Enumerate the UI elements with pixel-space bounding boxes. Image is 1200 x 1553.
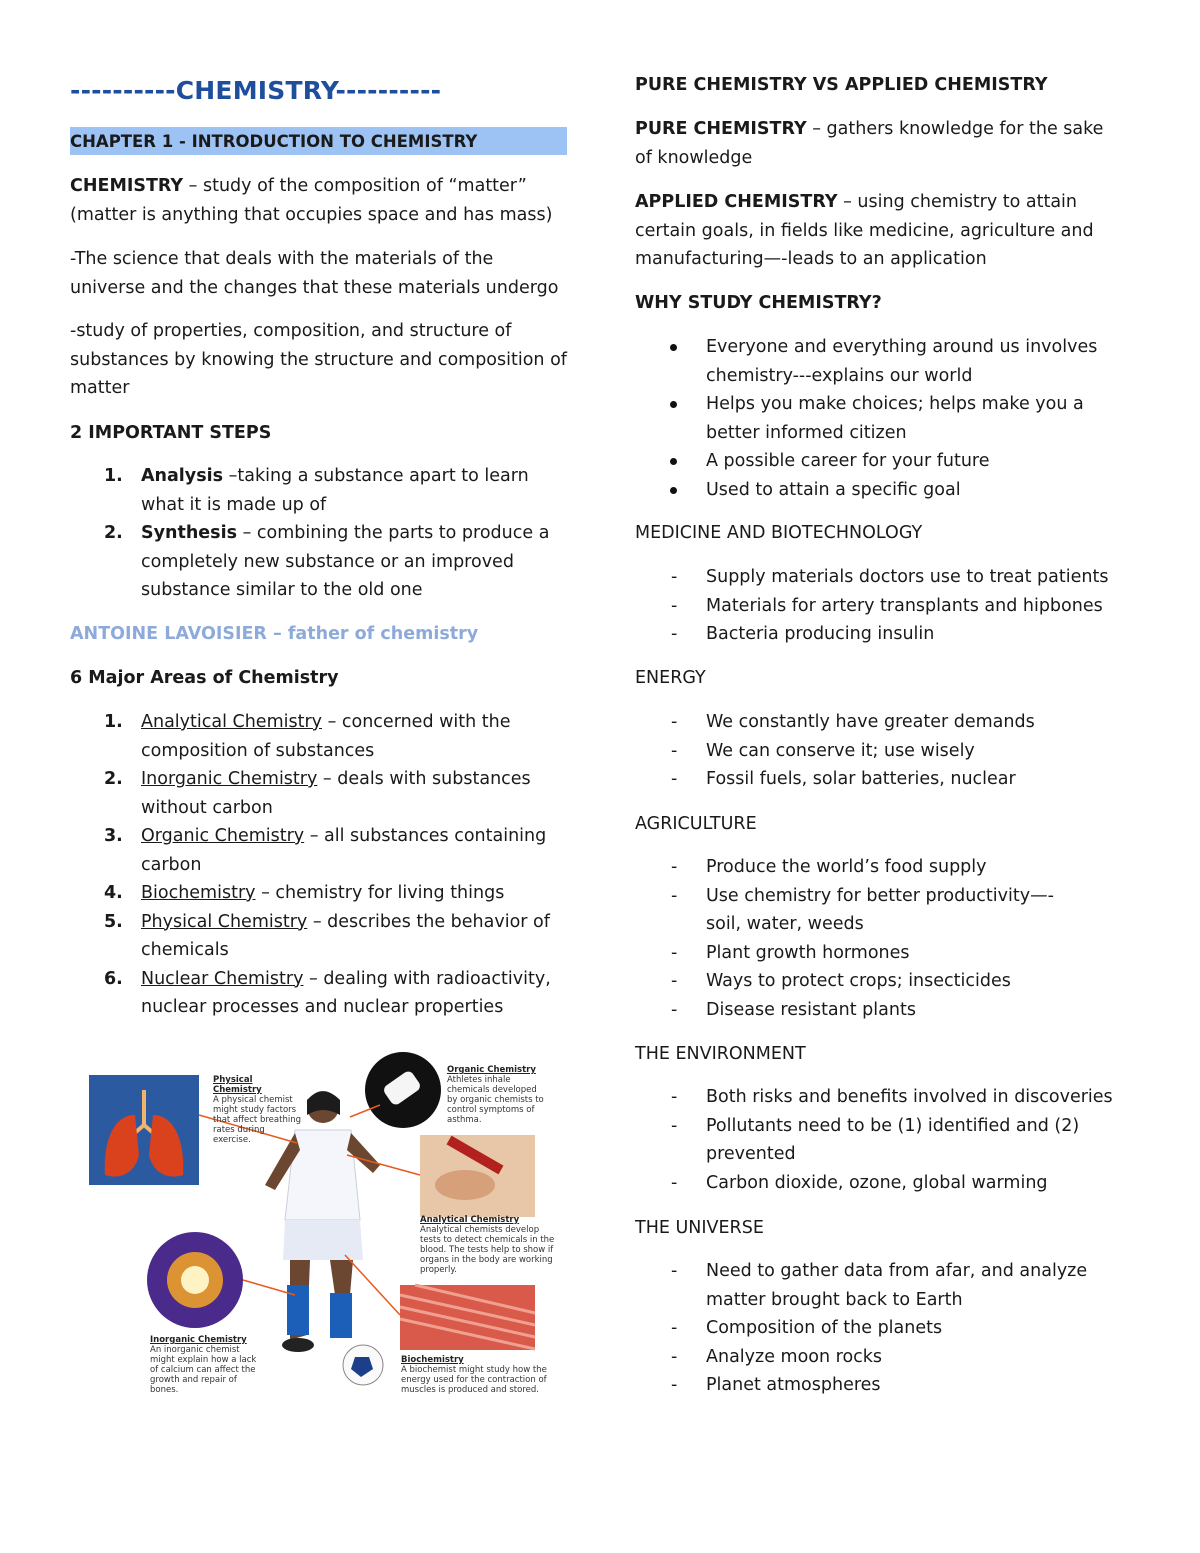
universe-list	[635, 1257, 1095, 1400]
list-item: - Produce the world’s food supply	[671, 857, 987, 877]
caption-physical: Physical Chemistry A physical chemist might study factors that affect breathing rates during exercise.	[213, 1075, 301, 1145]
chemistry-areas-figure	[85, 1045, 565, 1405]
energy-list	[635, 708, 1115, 794]
list-item: - Analyze moon rocks	[671, 1346, 883, 1367]
document-title: ----------CHEMISTRY----------	[70, 76, 442, 105]
why-list	[635, 333, 1115, 504]
section-heading-environment: THE ENVIRONMENT	[635, 1044, 806, 1064]
list-item: - Both risks and benefits involved in discoveries	[671, 1087, 1113, 1107]
steps-list	[70, 462, 550, 605]
list-item: - Fossil fuels, solar batteries, nuclear	[671, 769, 1016, 789]
pure-vs-applied-heading: PURE CHEMISTRY VS APPLIED CHEMISTRY	[635, 75, 1048, 95]
list-item: 1. Analytical Chemistry – concerned with the composition of substances	[104, 712, 511, 761]
list-item: - Use chemistry for better productivity—-soil, water, weeds	[671, 885, 1054, 934]
caption-organic: Organic Chemistry Athletes inhale chemicals developed by organic chemists to control symptoms of asthma.	[447, 1065, 544, 1125]
list-item: - Plant growth hormones	[671, 942, 910, 963]
list-item: - Pollutants need to be (1) identified and (2) prevented	[671, 1115, 1080, 1164]
areas-heading: 6 Major Areas of Chemistry	[70, 668, 339, 688]
list-item: - Planet atmospheres	[671, 1375, 881, 1395]
list-item: - We can conserve it; use wisely	[671, 740, 975, 761]
list-item: 5. Physical Chemistry – describes the behavior of chemicals	[104, 911, 550, 960]
muscle-image	[400, 1285, 535, 1350]
agriculture-list	[635, 853, 1085, 1024]
list-item: - Materials for artery transplants and hipbones	[671, 595, 1103, 616]
applied-chemistry: APPLIED CHEMISTRY – using chemistry to attain certain goals, in fields like medicine, agriculture and manufacturing—-leads to an application	[635, 192, 1094, 269]
list-item: 6. Nuclear Chemistry – dealing with radioactivity, nuclear processes and nuclear properties	[104, 968, 551, 1017]
list-item: 2. Inorganic Chemistry – deals with substances without carbon	[104, 769, 531, 818]
why-heading: WHY STUDY CHEMISTRY?	[635, 293, 882, 313]
section-heading-medicine: MEDICINE AND BIOTECHNOLOGY	[635, 523, 923, 543]
list-item: A possible career for your future	[635, 447, 1115, 476]
list-item: 1. Analysis –taking a substance apart to learn what it is made up of	[104, 466, 529, 515]
pure-chemistry: PURE CHEMISTRY – gathers knowledge for the sake of knowledge	[635, 119, 1104, 168]
paragraph-science: -The science that deals with the materials of the universe and the changes that these materials undergo	[70, 249, 559, 298]
list-item: 4. Biochemistry – chemistry for living things	[104, 883, 505, 903]
list-item: Used to attain a specific goal	[635, 476, 1115, 505]
list-item: - Ways to protect crops; insecticides	[671, 971, 1011, 991]
steps-heading: 2 IMPORTANT STEPS	[70, 423, 272, 443]
list-item: 2. Synthesis – combining the parts to produce a completely new substance or an improved substance similar to the old one	[104, 523, 550, 600]
section-heading-universe: THE UNIVERSE	[635, 1218, 764, 1238]
medicine-list	[635, 563, 1115, 649]
environment-list	[635, 1083, 1115, 1197]
section-heading-agriculture: AGRICULTURE	[635, 814, 757, 834]
caption-biochemistry: Biochemistry A biochemist might study how the energy used for the contraction of muscles is produced and stored.	[401, 1355, 547, 1395]
section-heading-energy: ENERGY	[635, 668, 706, 688]
caption-analytical: Analytical Chemistry Analytical chemists develop tests to detect chemicals in the blood. The tests help to show if organs in the body are working properly.	[420, 1215, 555, 1275]
list-item: - Disease resistant plants	[671, 999, 916, 1020]
chapter-heading: CHAPTER 1 - INTRODUCTION TO CHEMISTRY	[70, 127, 567, 155]
list-item: - Need to gather data from afar, and analyze matter brought back to Earth	[671, 1261, 1088, 1310]
caption-inorganic: Inorganic Chemistry An inorganic chemist might explain how a lack of calcium can affect the growth and repair of bones.	[150, 1335, 257, 1395]
definition-term: CHEMISTRY	[70, 176, 184, 196]
chemistry-definition	[70, 172, 560, 229]
list-item: Everyone and everything around us involves chemistry---explains our world	[635, 333, 1115, 390]
lavoisier-note: ANTOINE LAVOISIER – father of chemistry	[70, 624, 479, 644]
areas-list	[70, 708, 555, 1022]
list-item: - We constantly have greater demands	[671, 712, 1035, 732]
paragraph-properties: -study of properties, composition, and structure of substances by knowing the structure and composition of matter	[70, 321, 567, 398]
list-item: - Carbon dioxide, ozone, global warming	[671, 1172, 1048, 1193]
list-item: 3. Organic Chemistry – all substances containing carbon	[104, 826, 547, 875]
list-item: - Supply materials doctors use to treat patients	[671, 567, 1109, 587]
list-item: - Bacteria producing insulin	[671, 624, 935, 644]
list-item: - Composition of the planets	[671, 1318, 943, 1338]
definition-text: – study of the composition of “matter” (matter is anything that occupies space and has mass)	[70, 176, 553, 225]
list-item: Helps you make choices; helps make you a better informed citizen	[635, 390, 1115, 447]
